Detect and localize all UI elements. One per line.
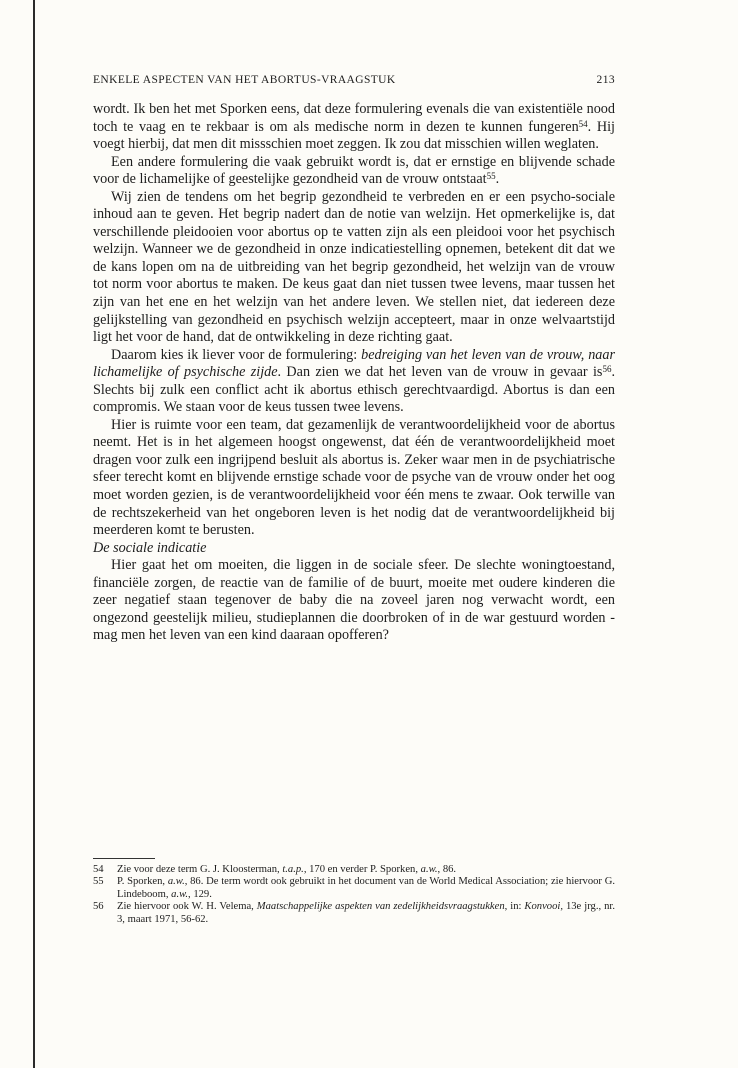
book-spine-edge — [33, 0, 35, 1068]
footnote-ref-55: 55 — [486, 171, 496, 182]
paragraph-text: . — [495, 171, 500, 188]
footnote-number: 56 — [93, 901, 104, 913]
footnote-divider — [93, 858, 155, 859]
italic-definition: bedreiging van het leven van de vrouw, naar lichamelijke of psychische zijde — [93, 346, 615, 381]
footnote-italic: t.a.p. — [282, 864, 304, 875]
paragraph-text: Een andere formulering die vaak gebruikt wordt is, dat er ernstige en blijvende schade voor de lichamelijke of geestelijke gezondheid van de vrouw ontstaat — [93, 153, 615, 188]
footnote-italic: Maatschappelijke aspekten van zedelijkheidsvraagstukken — [256, 901, 505, 913]
paragraph-6: Hier gaat het om moeiten, die liggen in de sociale sfeer. De slechte woningtoestand, financiële zorgen, de reactie van de familie of de buurt, moeite met oudere kinderen die zeer negatief staan tegenover de baby die na zoveel jaren nog verwacht wordt, een ongezond geestelijk milieu, studieplannen die doorbroken of in de war gestuurd worden - mag men het leven van een kind daaraan opofferen? — [93, 557, 615, 644]
footnote-text: , in: — [504, 901, 525, 913]
footnote-text: , 129. — [188, 888, 212, 900]
running-header — [93, 74, 615, 86]
footnote-54 — [93, 864, 615, 876]
paragraph-text: wordt. Ik ben het met Sporken eens, dat deze formulering evenals die van existentiële nood toch te vaag en te rekbaar is om als medische norm in dezen te kunnen fungeren — [93, 101, 615, 135]
paragraph-text: . Slechts bij zulk een conflict acht ik abortus ethisch gerechtvaardigd. Abortus is dan een compromis. We staan voor de keus tussen twee levens. — [93, 364, 615, 416]
footnote-italic: Konvooi, — [524, 901, 563, 913]
footnote-56 — [93, 901, 615, 926]
footnote-text: P. Sporken, — [117, 876, 168, 888]
footnote-number: 54 — [93, 864, 104, 875]
paragraph-text: Daarom kies ik liever voor de formulering: — [111, 346, 362, 363]
paragraph-1 — [93, 101, 615, 154]
footnote-text: Zie hiervoor ook W. H. Velema, — [117, 901, 257, 913]
footnote-55 — [93, 876, 615, 901]
paragraph-text: . Hij voegt hierbij, dat men dit missschien moet zeggen. Ik zou dat misschien willen weglaten. — [93, 118, 615, 153]
paragraph-2 — [93, 154, 615, 189]
footnote-italic: a.w. — [171, 888, 189, 900]
section-subheading: De sociale indicatie — [93, 539, 207, 556]
footnote-ref-56: 56 — [602, 364, 612, 375]
footnote-text: Zie voor deze term G. J. Kloosterman, — [117, 864, 283, 875]
footnote-text: 13e jrg., nr. 3, maart 1971, 56-62. — [117, 901, 615, 925]
footnote-italic: a.w. — [420, 864, 438, 875]
footnote-number: 55 — [93, 876, 104, 888]
footnote-text: , 86. De term wordt ook gebruikt in het document van de World Medical Association; zie hiervoor G. Lindeboom, — [117, 876, 615, 900]
footnote-text: , 170 en verder P. Sporken, — [303, 864, 421, 875]
paragraph-3: Wij zien de tendens om het begrip gezondheid te verbreden en er een psycho-sociale inhoud aan te geven. Het begrip nadert dan de notie van welzijn. Het opmerkelijke is, dat verschillende pleidooien voor abortus op te vatten zijn als een pleidooi voor het psychisch welzijn. Wanneer we de gezondheid in onze indicatiestelling opnemen, betekent dit dat we de kans lopen om na de uitbreiding van het begrip gezondheid, het welzijn van de vrouw tot norm voor abortus te maken. De keus gaat dan niet tussen twee levens, maar tussen het zijn van het ene en het welzijn van het andere leven. We stellen niet, dat iedereen deze gelijkstelling van gezondheid en psychisch welzijn accepteert, maar in onze welvaartstijd ligt het voor de hand, dat de ontwikkeling in deze richting gaat. — [93, 188, 615, 346]
footnote-ref-54: 54 — [578, 118, 588, 129]
page-number: 213 — [596, 74, 615, 86]
paragraph-5: Hier is ruimte voor een team, dat gezamenlijk de verantwoordelijkheid voor de abortus neemt. Het is in het algemeen hoogst ongewenst, dat één de verantwoordelijkheid moet dragen voor zulk een ingrijpend besluit als abortus is. Zeker waar men in de psychiatrische sfeer terecht komt en blijvende ernstige schade voor de psyche van de vrouw onder het oog moet worden gezien, is de verantwoordelijkheid voor één mens te zwaar. Ook terwille van de rechtszekerheid van het ongeboren leven is het nodig dat de verantwoordelijkheid bij meerderen komt te berusten. — [93, 416, 615, 539]
footnote-italic: a.w. — [167, 876, 185, 888]
paragraph-4 — [93, 347, 615, 417]
main-text — [93, 101, 615, 645]
paragraph-text: . Dan zien we dat het leven van de vrouw in gevaar is — [277, 364, 603, 381]
footnote-text: , 86. — [437, 864, 457, 875]
running-title: ENKELE ASPECTEN VAN HET ABORTUS-VRAAGSTUK — [93, 74, 396, 86]
footnotes — [93, 864, 615, 926]
